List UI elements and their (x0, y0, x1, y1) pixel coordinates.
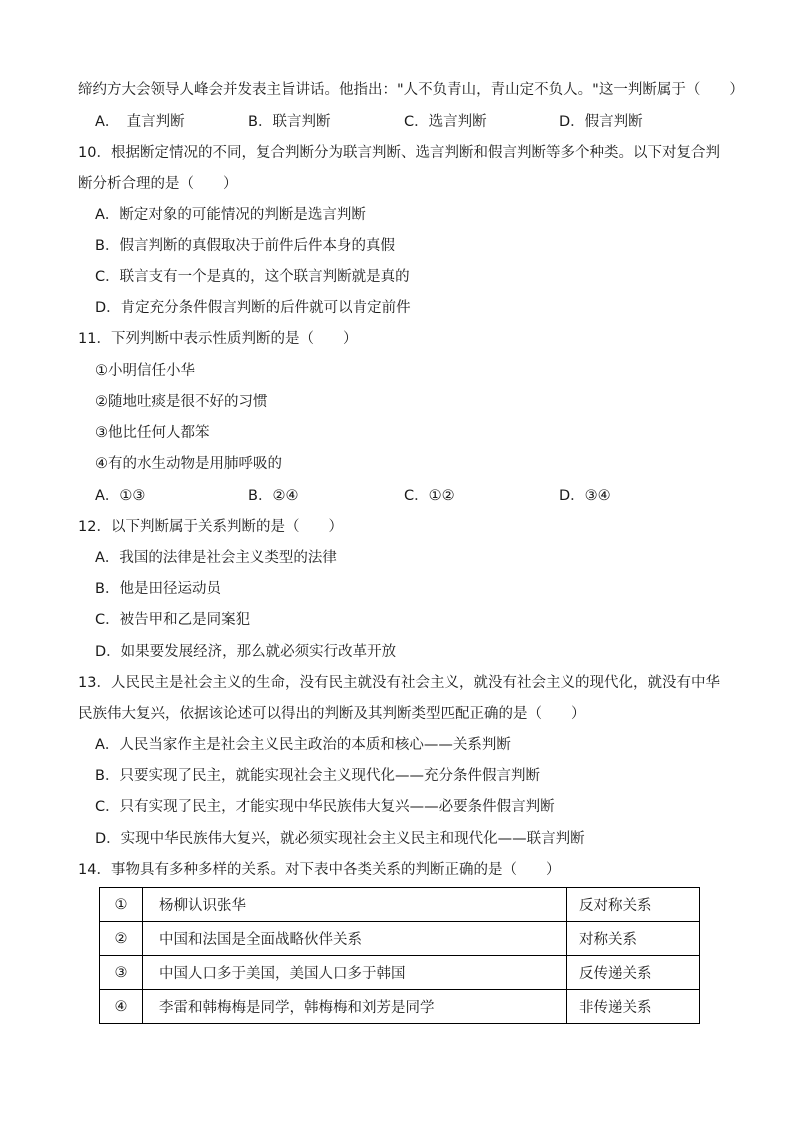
table-row (100, 956, 700, 990)
q12-option-c: C．被告甲和乙是同案犯 (95, 612, 251, 628)
row-number: ④ (100, 990, 143, 1024)
q10-option-c: C．联言支有一个是真的，这个联言判断就是真的 (95, 269, 410, 285)
q11-option-d: D．③④ (559, 488, 611, 504)
q12-stem: 12．以下判断属于关系判断的是（ ） (78, 519, 343, 535)
row-relation-type: 反传递关系 (567, 956, 700, 990)
row-number: ③ (100, 956, 143, 990)
relations-table (99, 887, 700, 1024)
row-number: ① (100, 888, 143, 922)
q11-option-b: B．②④ (248, 488, 299, 504)
q9-stem: 缔约方大会领导人峰会并发表主旨讲话。他指出："人不负青山，青山定不负人。"这一判断属于（ ） (78, 82, 744, 98)
q12-option-d: D．如果要发展经济，那么就必须实行改革开放 (95, 644, 397, 660)
row-relation-type: 非传递关系 (567, 990, 700, 1024)
q12-option-b: B．他是田径运动员 (95, 581, 221, 597)
q13-option-d: D．实现中华民族伟大复兴，就必须实现社会主义民主和现代化——联言判断 (95, 831, 585, 847)
q9-option-d: D．假言判断 (559, 114, 643, 130)
q10-option-b: B．假言判断的真假取决于前件后件本身的真假 (95, 238, 395, 254)
q13-option-b: B．只要实现了民主，就能实现社会主义现代化——充分条件假言判断 (95, 768, 540, 784)
q14-stem: 14．事物具有多种多样的关系。对下表中各类关系的判断正确的是（ ） (78, 862, 561, 878)
q11-item-2: ②随地吐痰是很不好的习惯 (95, 394, 268, 410)
row-relation-type: 对称关系 (567, 922, 700, 956)
q11-item-1: ①小明信任小华 (95, 363, 195, 379)
q9-option-b: B．联言判断 (248, 114, 331, 130)
row-relation-type: 反对称关系 (567, 888, 700, 922)
q10-stem-line2: 断分析合理的是（ ） (78, 176, 238, 192)
q11-item-4: ④有的水生动物是用肺呼吸的 (95, 456, 282, 472)
row-statement: 李雷和韩梅梅是同学，韩梅梅和刘芳是同学 (143, 990, 567, 1024)
q13-option-c: C．只有实现了民主，才能实现中华民族伟大复兴——必要条件假言判断 (95, 799, 555, 815)
table-row (100, 922, 700, 956)
q13-stem-line1: 13．人民民主是社会主义的生命，没有民主就没有社会主义，就没有社会主义的现代化，就没有中华 (78, 675, 720, 691)
q10-option-d: D．肯定充分条件假言判断的后件就可以肯定前件 (95, 300, 411, 316)
q11-option-c: C．①② (404, 488, 455, 504)
q9-option-c: C．选言判断 (404, 114, 487, 130)
table-row (100, 990, 700, 1024)
q13-option-a: A．人民当家作主是社会主义民主政治的本质和核心——关系判断 (95, 737, 511, 753)
row-statement: 杨柳认识张华 (143, 888, 567, 922)
q11-option-a: A．①③ (95, 488, 146, 504)
row-statement: 中国和法国是全面战略伙伴关系 (143, 922, 567, 956)
q11-stem: 11．下列判断中表示性质判断的是（ ） (78, 331, 358, 347)
q11-item-3: ③他比任何人都笨 (95, 425, 210, 441)
table-row (100, 888, 700, 922)
q10-option-a: A．断定对象的可能情况的判断是选言判断 (95, 207, 366, 223)
q10-stem-line1: 10．根据断定情况的不同，复合判断分为联言判断、选言判断和假言判断等多个种类。以下对复合判 (78, 145, 720, 161)
row-statement: 中国人口多于美国，美国人口多于韩国 (143, 956, 567, 990)
q12-option-a: A．我国的法律是社会主义类型的法律 (95, 550, 337, 566)
row-number: ② (100, 922, 143, 956)
q13-stem-line2: 民族伟大复兴，依据该论述可以得出的判断及其判断类型匹配正确的是（ ） (78, 706, 586, 722)
q9-option-a: A． 直言判断 (95, 114, 185, 130)
